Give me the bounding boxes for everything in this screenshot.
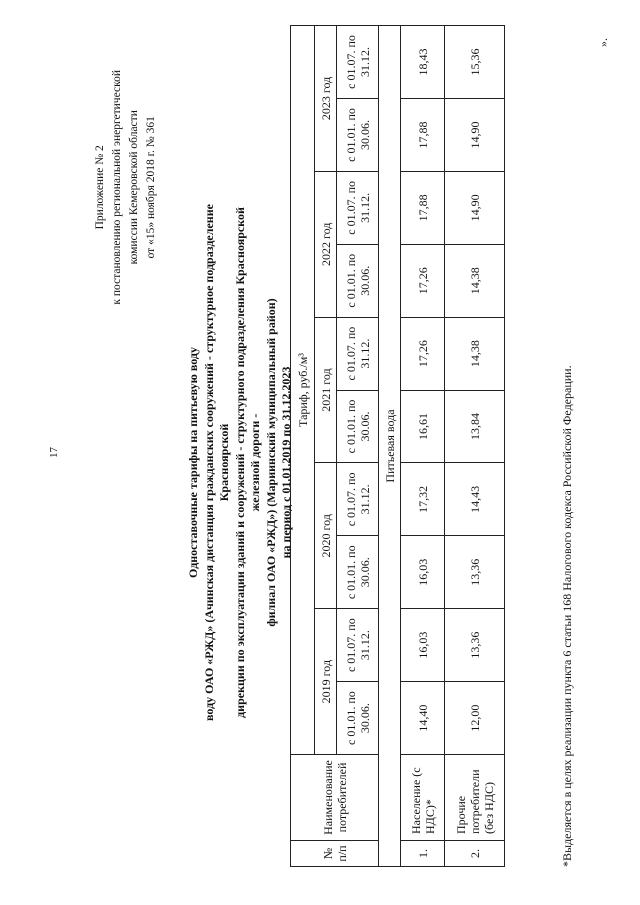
tariff-cell: 14,43	[445, 463, 505, 536]
header-num: № п/п	[291, 841, 379, 867]
tariff-cell: 12,00	[445, 682, 505, 755]
tariff-cell: 13,84	[445, 390, 505, 463]
tariff-cell: 16,03	[401, 609, 445, 682]
tariff-cell: 13,36	[445, 609, 505, 682]
header-year: 2021 год	[315, 317, 337, 463]
header-period: с 01.01. по 30.06.	[337, 390, 379, 463]
title-line: воду ОАО «РЖД» (Ачинская дистанция гражданских сооружений - структурное подразделение Красноярской	[201, 204, 231, 721]
header-period: с 01.07. по 31.12.	[337, 171, 379, 244]
header-period: с 01.07. по 31.12.	[337, 26, 379, 99]
row-num: 1.	[401, 841, 445, 867]
header-period: с 01.07. по 31.12.	[337, 463, 379, 536]
tariff-cell: 16,61	[401, 390, 445, 463]
appendix-line: к постановлению региональной энергетической	[111, 70, 123, 305]
appendix-line: от «15» ноября 2018 г. № 361	[145, 116, 157, 259]
row-name: Население (с НДС)*	[401, 755, 445, 841]
row-name: Прочие потребители (без НДС)	[445, 755, 505, 841]
header-period: с 01.01. по 30.06.	[337, 682, 379, 755]
tariff-cell: 17,32	[401, 463, 445, 536]
title-line: на период с 01.01.2019 по 31.12.2023	[279, 366, 293, 559]
header-period: с 01.01. по 30.06.	[337, 244, 379, 317]
title-line: дирекции по эксплуатации зданий и сооружений - структурного подразделения Красноярской железной дороги -	[232, 207, 262, 718]
tariff-cell: 17,88	[401, 98, 445, 171]
tariff-cell: 18,43	[401, 26, 445, 99]
header-year: 2022 год	[315, 171, 337, 317]
appendix-line: Приложение № 2	[94, 145, 106, 230]
header-period: с 01.01. по 30.06.	[337, 536, 379, 609]
table-row	[445, 26, 505, 867]
header-period: с 01.01. по 30.06.	[337, 98, 379, 171]
title-line: филиал ОАО «РЖД») (Мариинский муниципальный район)	[263, 298, 278, 627]
tariff-cell: 14,38	[445, 317, 505, 390]
header-period: с 01.07. по 31.12.	[337, 317, 379, 390]
tariff-cell: 17,26	[401, 317, 445, 390]
document-title	[186, 190, 295, 735]
tariff-cell: 14,90	[445, 171, 505, 244]
appendix-line: комиссии Кемеровской области	[128, 110, 140, 265]
tariff-table	[290, 25, 505, 867]
tariff-cell: 16,03	[401, 536, 445, 609]
header-year: 2019 год	[315, 609, 337, 755]
footnote: *Выделяется в целях реализации пункта 6 статьи 168 Налогового кодекса Российской Федерации.	[560, 365, 574, 867]
row-num: 2.	[445, 841, 505, 867]
tariff-cell: 13,36	[445, 536, 505, 609]
title-line: Одноставочные тарифы на питьевую воду	[186, 347, 200, 578]
header-year: 2023 год	[315, 26, 337, 172]
header-name: Наименование потребителей	[291, 755, 379, 841]
header-tariff: Тариф, руб./м³	[291, 26, 315, 755]
tariff-cell: 17,88	[401, 171, 445, 244]
header-year: 2020 год	[315, 463, 337, 609]
tariff-cell: 14,40	[401, 682, 445, 755]
tariff-cell: 14,38	[445, 244, 505, 317]
header-period: с 01.07. по 31.12.	[337, 609, 379, 682]
table-row	[401, 26, 445, 867]
page-number: 17	[48, 447, 60, 458]
closing-mark: ».	[596, 38, 610, 47]
tariff-cell: 14,90	[445, 98, 505, 171]
tariff-cell: 17,26	[401, 244, 445, 317]
appendix-header	[92, 70, 160, 305]
tariff-cell: 15,36	[445, 26, 505, 99]
section-row: Питьевая вода	[379, 26, 401, 867]
